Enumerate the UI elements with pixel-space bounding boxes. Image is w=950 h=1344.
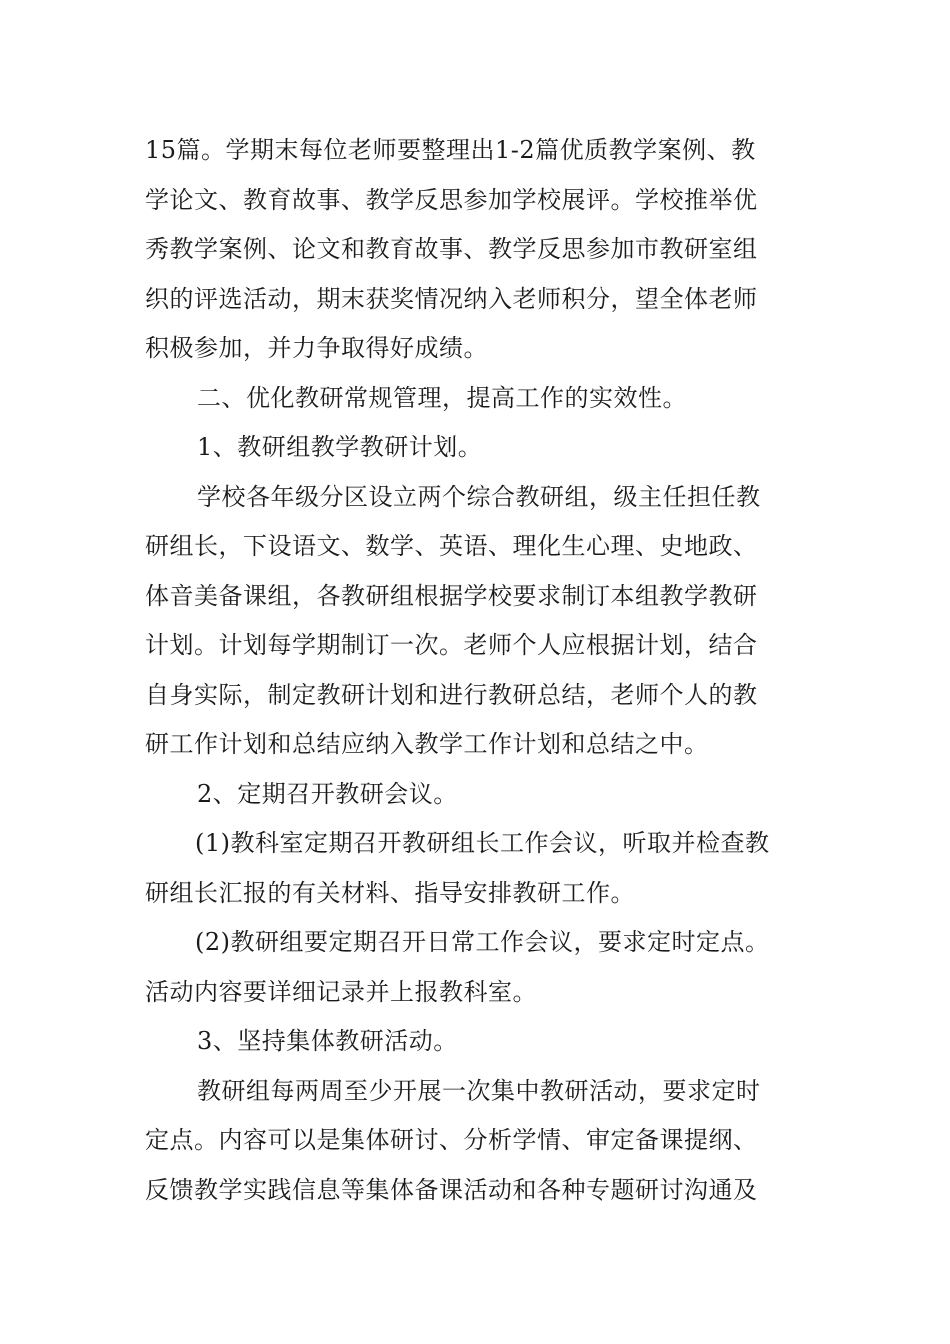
list-item: (1)教科室定期召开教研组长工作会议，听取并检查教 <box>195 829 770 857</box>
paragraph-first-line: 教研组每两周至少开展一次集中教研活动，要求定时 <box>197 1076 761 1105</box>
subsection-heading: 1、教研组教学教研计划。 <box>197 433 483 461</box>
text-line: 研组长，下设语文、数学、英语、理化生心理、史地政、 <box>145 532 758 560</box>
text-line: 15篇。学期末每位老师要整理出1-2篇优质教学案例、教 <box>145 136 756 164</box>
text-line: 积极参加，并力争取得好成绩。 <box>145 334 488 362</box>
text-line: 织的评选活动，期末获奖情况纳入老师积分，望全体老师 <box>145 284 758 313</box>
text-line: 体音美备课组，各教研组根据学校要求制订本组教学教研 <box>145 581 758 610</box>
list-item: (2)教研组要定期召开日常工作会议，要求定时定点。 <box>195 928 770 956</box>
section-heading: 二、优化教研常规管理，提高工作的实效性。 <box>197 383 687 412</box>
text-line: 计划。计划每学期制订一次。老师个人应根据计划，结合 <box>145 631 758 659</box>
text-line: 自身实际，制定教研计划和进行教研总结，老师个人的教 <box>145 680 758 709</box>
text-line: 学论文、教育故事、教学反思参加学校展评。学校推举优 <box>145 185 758 214</box>
paragraph-first-line: 学校各年级分区设立两个综合教研组，级主任担任教 <box>197 482 761 511</box>
text-line: 秀教学案例、论文和教育故事、教学反思参加市教研室组 <box>145 235 758 263</box>
subsection-heading: 2、定期召开教研会议。 <box>197 779 458 808</box>
text-line: 活动内容要详细记录并上报教科室。 <box>145 977 537 1006</box>
document-body <box>145 126 810 1215</box>
text-line: 研组长汇报的有关材料、指导安排教研工作。 <box>145 878 635 907</box>
text-line: 定点。内容可以是集体研讨、分析学情、审定备课提纲、 <box>145 1126 758 1154</box>
text-line: 反馈教学实践信息等集体备课活动和各种专题研讨沟通及 <box>145 1175 758 1204</box>
text-line: 研工作计划和总结应纳入教学工作计划和总结之中。 <box>145 730 709 758</box>
subsection-heading: 3、坚持集体教研活动。 <box>197 1027 458 1055</box>
